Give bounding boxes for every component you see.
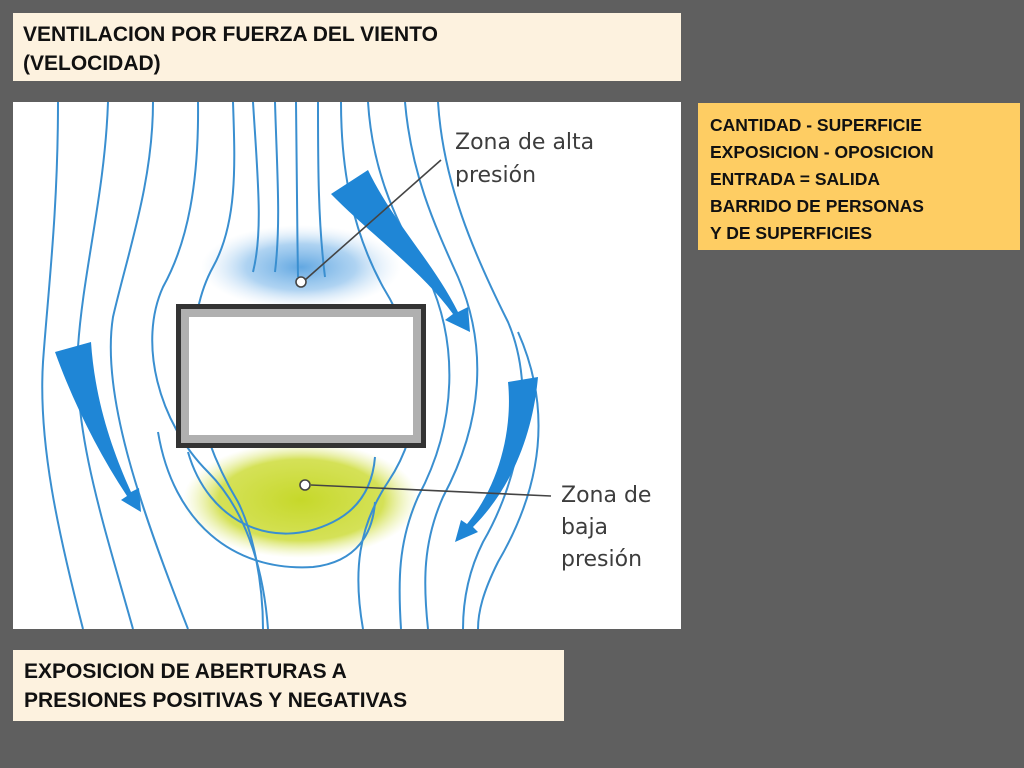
bottom-line-1: EXPOSICION DE ABERTURAS A [24, 660, 347, 683]
info-line-3: ENTRADA = SALIDA [710, 169, 880, 189]
info-line-2: EXPOSICION - OPOSICION [710, 142, 934, 162]
high-pressure-zone [201, 225, 401, 309]
low-pressure-label-line-2: baja [561, 515, 609, 540]
info-line-5: Y DE SUPERFICIES [710, 223, 873, 243]
bottom-caption-box [13, 650, 564, 721]
wind-ventilation-diagram [13, 102, 681, 629]
low-pressure-label-line-1: Zona de [561, 483, 652, 508]
info-line-1: CANTIDAD - SUPERFICIE [710, 115, 922, 135]
title-line-1: VENTILACION POR FUERZA DEL VIENTO [23, 23, 438, 46]
title-line-2: (VELOCIDAD) [23, 52, 161, 75]
high-pressure-label-line-1: Zona de alta [455, 130, 595, 155]
info-line-4: BARRIDO DE PERSONAS [710, 196, 924, 216]
bottom-line-2: PRESIONES POSITIVAS Y NEGATIVAS [24, 689, 408, 712]
building-frame [176, 304, 426, 448]
low-pressure-label-line-3: presión [561, 547, 643, 572]
title-box [13, 13, 681, 81]
high-pressure-label-line-2: presión [455, 163, 537, 188]
arrow-left [55, 342, 141, 512]
info-box [698, 103, 1020, 250]
